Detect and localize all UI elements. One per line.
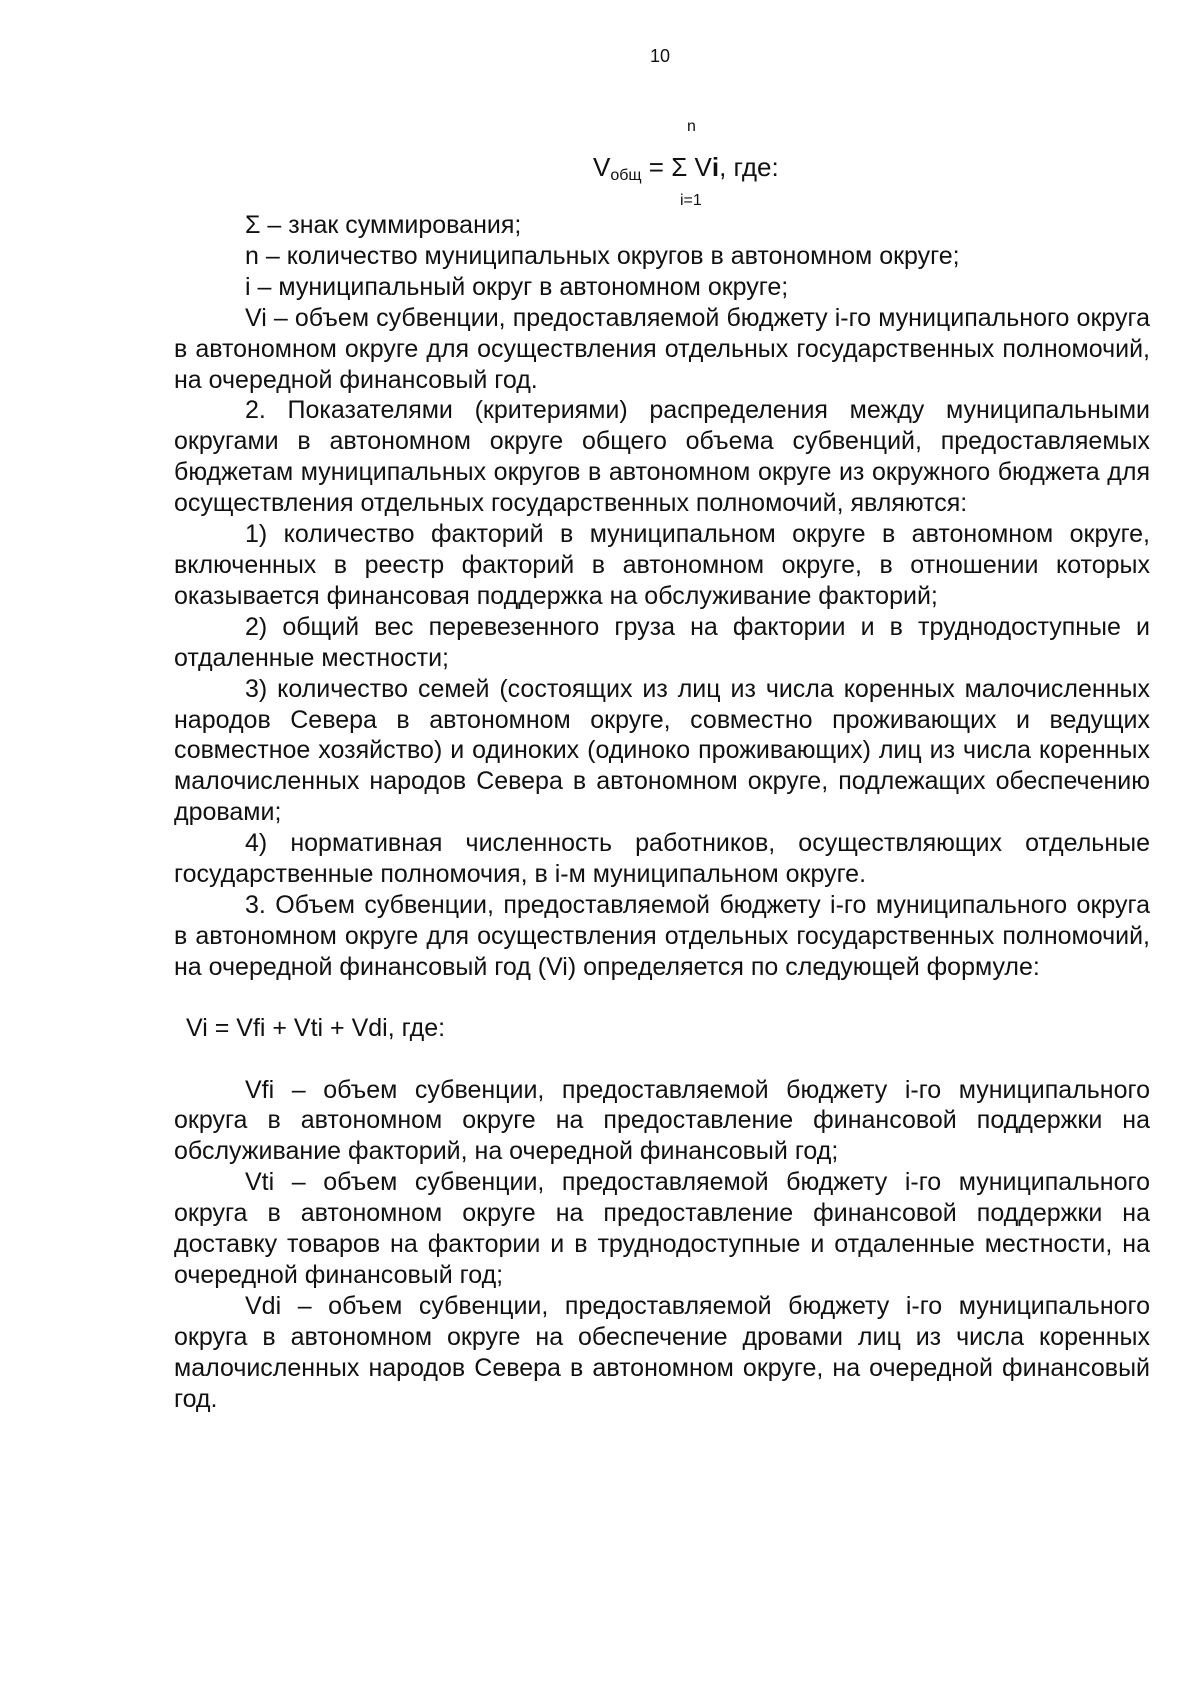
sum-lower-limit: i=1 xyxy=(680,192,702,209)
sum-formula-tail: , где: xyxy=(719,152,779,182)
definition-n: n – количество муниципальных округов в автономном округе; xyxy=(245,241,960,270)
definition-sigma: Σ – знак суммирования; xyxy=(245,211,522,239)
criterion-item: 1) количество факторий в муниципальном округе в автономном округе, включенных в реестр факторий в автономном округе, в отношении которых оказывается финансовая поддержка на обслуживание факторий; xyxy=(174,520,1150,610)
section-3-intro: 3. Объем субвенции, предоставляемой бюджету i-го муниципального округа в автономном округе для осуществления отдельных государственных полномочий, на очередной финансовый год (Vi) определяется по следующей формуле: xyxy=(174,890,1150,981)
criterion-item: 2) общий вес перевезенного груза на фактории и в труднодоступные и отдаленные местности; xyxy=(174,612,1150,672)
definition-i: i – муниципальный округ в автономном округе; xyxy=(245,272,789,301)
criterion-item: 4) нормативная численность работников, осуществляющих отдельные государственные полномочия, в i-м муниципальном округе. xyxy=(174,829,1150,889)
definition-vdi: Vdi – объем субвенции, предоставляемой бюджету i-го муниципального округа в автономном округе на обеспечение дровами лиц из числа коренных малочисленных народов Севера в автономном округе, на очередной финансовый год. xyxy=(174,1291,1150,1413)
sum-formula-main xyxy=(593,152,779,185)
sum-formula-equals: = Σ V xyxy=(641,152,712,182)
document-body xyxy=(174,210,1150,1415)
definition-vti: Vti – объем субвенции, предоставляемой бюджету i-го муниципального округа в автономном округе на предоставление финансовой поддержки на доставку товаров на фактории и в труднодоступные и отдаленные местности, на очередной финансовый год; xyxy=(174,1168,1150,1289)
sum-formula-index: i xyxy=(711,152,720,182)
vi-formula: Vi = Vfi + Vti + Vdi, где: xyxy=(186,1013,446,1042)
section-2-intro: 2. Показателями (критериями) распределения между муниципальными округами в автономном округе общего объема субвенций, предоставляемых бюджетам муниципальных округов в автономном округе из окружного бюджета для осуществления отдельных государственных полномочий, являются: xyxy=(174,396,1150,518)
page-number: 10 xyxy=(649,46,671,66)
definition-vi: Vi – объем субвенции, предоставляемой бюджету i-го муниципального округа в автономном округе для осуществления отдельных государственных полномочий, на очередной финансовый год. xyxy=(174,303,1150,394)
sum-upper-limit: n xyxy=(687,118,696,135)
definition-vfi: Vfi – объем субвенции, предоставляемой бюджету i-го муниципального округа в автономном округе на предоставление финансовой поддержки на обслуживание факторий, на очередной финансовый год; xyxy=(174,1075,1150,1166)
sum-formula-v: V xyxy=(593,152,611,182)
sum-formula-subscript: общ xyxy=(610,167,642,184)
criterion-item: 3) количество семей (состоящих из лиц из числа коренных малочисленных народов Севера в автономном округе, совместно проживающих и ведущих совместное хозяйство) и одиноких (одиноко проживающих) лиц из числа коренных малочисленных народов Севера в автономном округе, подлежащих обеспечению дровами; xyxy=(174,674,1150,827)
